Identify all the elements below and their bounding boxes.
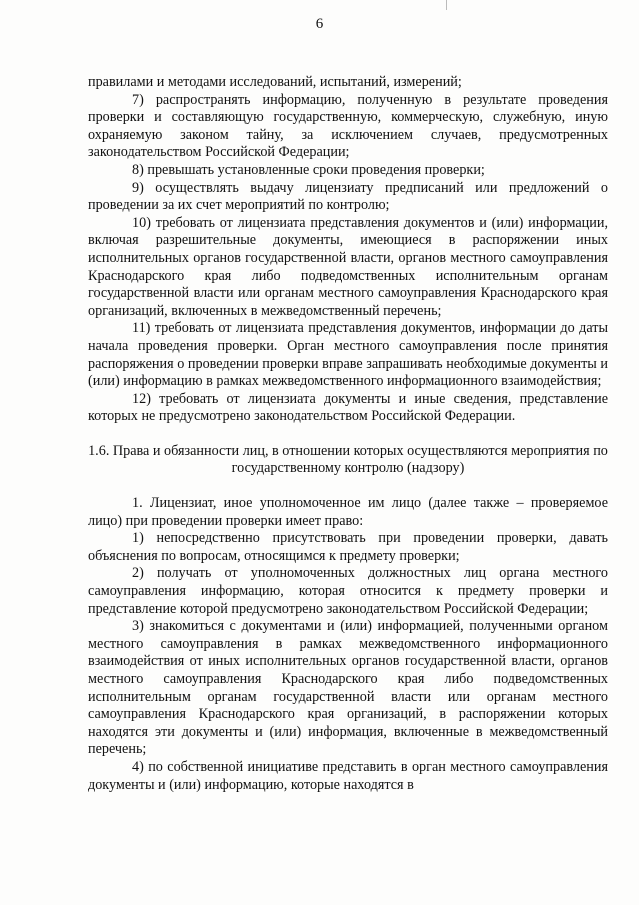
list-item-10: 10) требовать от лицензиата представления документов и (или) информации, включая разрешительные документы, имеющиеся в распоряжении иных исполнительных органов государственной власти, органов местного самоуправления Краснодарского края либо подведомственных исполнительным органам государственной власти или органам местного самоуправления Краснодарского края организаций, включенных в межведомственный перечень; xyxy=(88,214,608,319)
list-item-7: 7) распространять информацию, полученную в результате проведения проверки и составляющую государственную, коммерческую, служебную, иную охраняемую законом тайну, за исключением случаев, предусмотренных законодательством Российской Федерации; xyxy=(88,91,608,161)
list-item-12: 12) требовать от лицензиата документы и иные сведения, представление которых не предусмотрено законодательством Российской Федерации. xyxy=(88,390,608,425)
clause-1: 1. Лицензиат, иное уполномоченное им лицо (далее также – проверяемое лицо) при проведении проверки имеет право: xyxy=(88,495,608,529)
right-item-1: 1) непосредственно присутствовать при проведении проверки, давать объяснения по вопросам, относящимся к предмету проверки; xyxy=(88,530,608,564)
scan-artifact xyxy=(446,0,447,10)
right-item-4: 4) по собственной инициативе представить в орган местного самоуправления документы и (или) информацию, которые находятся в xyxy=(88,758,608,793)
right-item-3: 3) знакомиться с документами и (или) информацией, полученными органом местного самоуправления в рамках межведомственного информационного взаимодействия от иных исполнительных органов государственной власти, органов местного самоуправления Краснодарского края либо подведомственных исполнительным органам государственной власти или органам местного самоуправления Краснодарского края организаций, в распоряжении которых находятся эти документы и (или) информация, включенные в межведомственный перечень; xyxy=(88,618,608,758)
list-item-8: 8) превышать установленные сроки проведения проверки; xyxy=(132,161,485,178)
paragraph-continuation: правилами и методами исследований, испытаний, измерений; xyxy=(88,74,462,90)
list-item-11: 11) требовать от лицензиата представления документов, информации до даты начала проведения проверки. Орган местного самоуправления после принятия распоряжения о проведении проверки вправе запрашивать необходимые документы и (или) информацию в рамках межведомственного информационного взаимодействия; xyxy=(88,320,608,390)
list-item-9: 9) осуществлять выдачу лицензиату предписаний или предложений о проведении за их счет мероприятий по контролю; xyxy=(88,179,608,214)
document-body xyxy=(88,74,608,794)
page-number: 6 xyxy=(315,16,324,32)
right-item-2: 2) получать от уполномоченных должностных лиц органа местного самоуправления информацию, которая относится к предмету проверки и представление которой предусмотрено законодательством Российской Федерации; xyxy=(88,565,608,617)
section-heading: 1.6. Права и обязанности лиц, в отношении которых осуществляются мероприятия по государственному контролю (надзору) xyxy=(88,442,608,477)
